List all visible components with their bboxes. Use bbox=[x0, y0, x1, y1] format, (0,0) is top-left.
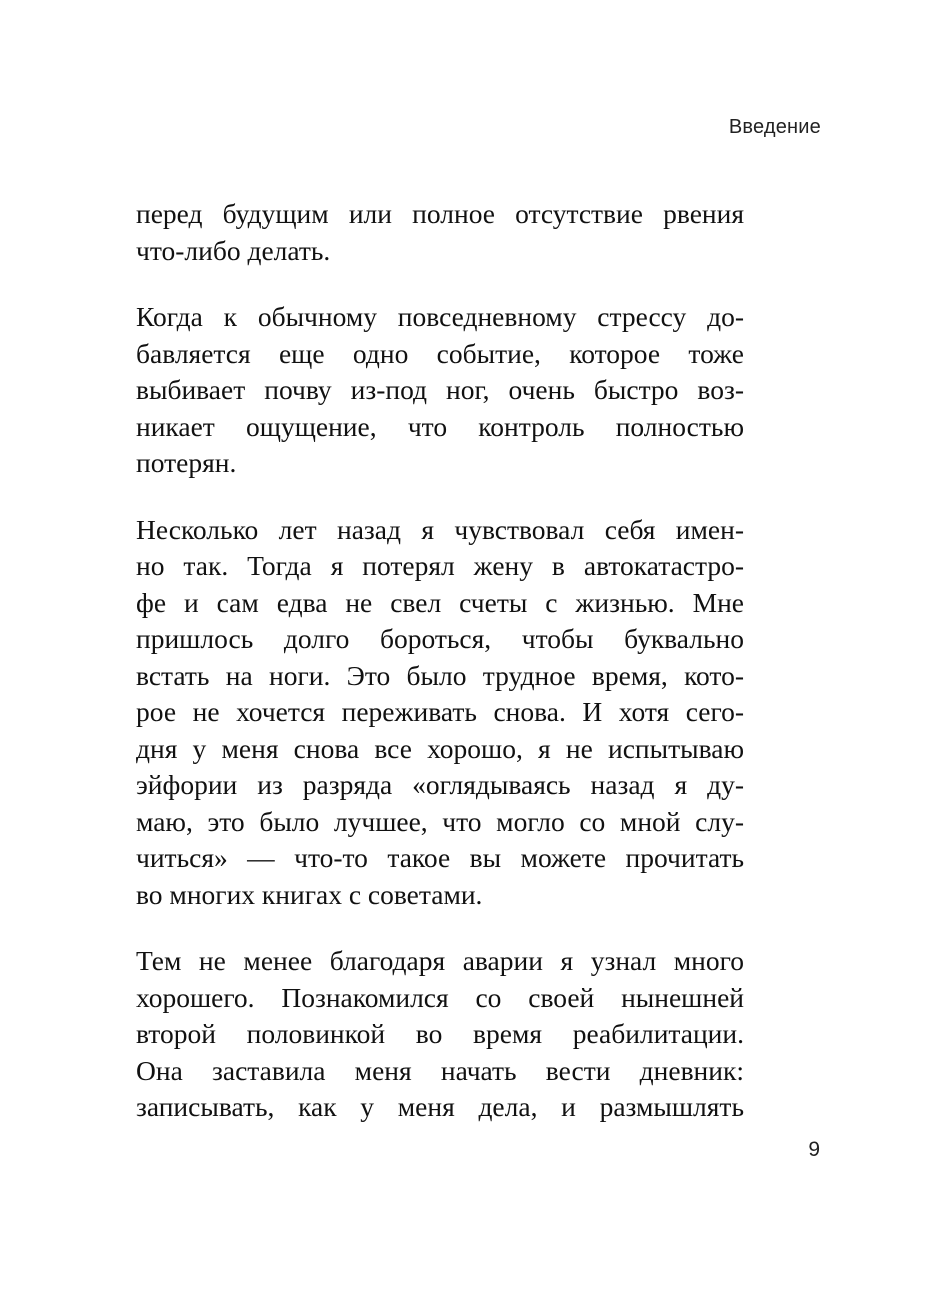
running-head: Введение bbox=[728, 116, 821, 138]
text-line: во многих книгах с советами. bbox=[136, 878, 483, 910]
text-line: дня у меня снова все хорошо, я не испытываю bbox=[136, 732, 744, 764]
text-line: но так. Тогда я потерял жену в автокатастро- bbox=[136, 550, 744, 581]
paragraph bbox=[136, 943, 744, 1126]
text-line: потерян. bbox=[136, 447, 237, 478]
paragraph bbox=[136, 512, 744, 914]
text-line: Когда к обычному повседневному стрессу до- bbox=[136, 301, 744, 332]
text-line: Она заставила меня начать вести дневник: bbox=[136, 1054, 744, 1086]
paragraph bbox=[136, 299, 744, 482]
text-line: маю, это было лучшее, что могло со мной слу- bbox=[136, 805, 744, 837]
page-number: 9 bbox=[808, 1138, 820, 1161]
text-line: бавляется еще одно событие, которое тоже bbox=[136, 337, 744, 369]
text-line: записывать, как у меня дела, и размышлять bbox=[136, 1091, 744, 1122]
text-line: что-либо делать. bbox=[136, 234, 331, 266]
text-line: Несколько лет назад я чувствовал себя имен- bbox=[136, 513, 744, 545]
text-line: перед будущим или полное отсутствие рвения bbox=[136, 198, 744, 229]
text-line: выбивает почву из-под ног, очень быстро воз- bbox=[136, 374, 744, 405]
paragraph bbox=[136, 196, 744, 269]
text-line: пришлось долго бороться, чтобы буквально bbox=[136, 623, 744, 654]
text-line: никает ощущение, что контроль полностью bbox=[136, 410, 744, 442]
text-line: Тем не менее благодаря аварии я узнал много bbox=[136, 945, 744, 976]
text-line: фе и сам едва не свел счеты с жизнью. Мне bbox=[136, 586, 744, 618]
text-line: встать на ноги. Это было трудное время, кото- bbox=[136, 659, 744, 691]
text-line: рое не хочется переживать снова. И хотя сего- bbox=[136, 696, 744, 727]
text-line: эйфории из разряда «оглядываясь назад я ду- bbox=[136, 769, 744, 800]
text-line: второй половинкой во время реабилитации. bbox=[136, 1018, 744, 1049]
text-line: читься» — что-то такое вы можете прочитать bbox=[136, 842, 744, 873]
text-line: хорошего. Познакомился со своей нынешней bbox=[136, 981, 744, 1013]
body-text bbox=[136, 196, 744, 1156]
